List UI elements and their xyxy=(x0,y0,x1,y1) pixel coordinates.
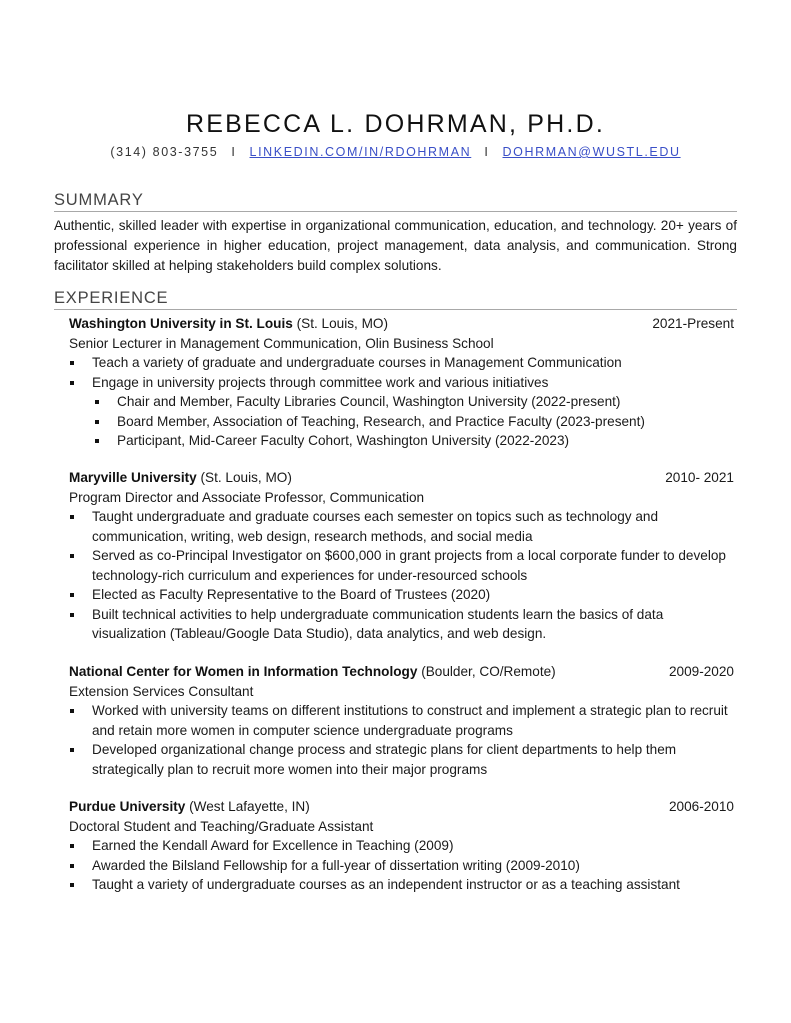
job-bullets xyxy=(69,836,734,895)
job-entry xyxy=(69,468,734,644)
bullet-item: Engage in university projects through committee work and various initiatives xyxy=(69,373,734,393)
bullet-item: Taught undergraduate and graduate courses each semester on topics such as technology and communication, writing, web design, research methods, and social media xyxy=(69,507,734,546)
job-bullets xyxy=(69,353,734,392)
job-dates: 2009-2020 xyxy=(668,664,734,679)
bullet-item: Earned the Kendall Award for Excellence in Teaching (2009) xyxy=(69,836,734,856)
job-bullets xyxy=(69,701,734,779)
bullet-item: Built technical activities to help undergraduate communication students learn the basics of data visualization (Tableau/Google Data Studio), data analytics, and web design. xyxy=(69,605,734,644)
separator: I xyxy=(231,145,237,159)
sub-bullet-item: Chair and Member, Faculty Libraries Council, Washington University (2022-present) xyxy=(69,392,734,412)
bullet-item: Elected as Faculty Representative to the Board of Trustees (2020) xyxy=(69,585,734,605)
job-location: (St. Louis, MO) xyxy=(200,470,292,485)
job-location: (St. Louis, MO) xyxy=(296,316,388,331)
job-sub-bullets xyxy=(69,392,734,451)
job-organization: National Center for Women in Information Technology xyxy=(69,664,418,679)
job-dates: 2010- 2021 xyxy=(665,470,734,485)
job-role: Extension Services Consultant xyxy=(69,683,254,699)
job-organization: Purdue University xyxy=(69,799,186,814)
summary-heading: SUMMARY xyxy=(54,191,737,212)
job-role: Senior Lecturer in Management Communication, Olin Business School xyxy=(69,335,494,351)
sub-bullet-item: Board Member, Association of Teaching, Research, and Practice Faculty (2023-present) xyxy=(69,412,734,432)
job-header xyxy=(69,797,734,817)
job-entry xyxy=(69,797,734,895)
bullet-item: Worked with university teams on different institutions to construct and implement a strategic plan to recruit and retain more women in computer science undergraduate programs xyxy=(69,701,734,740)
bullet-item: Awarded the Bilsland Fellowship for a full-year of dissertation writing (2009-2010) xyxy=(69,856,734,876)
phone-number: (314) 803-3755 xyxy=(110,145,219,159)
job-entry xyxy=(69,662,734,779)
contact-line xyxy=(0,145,791,159)
job-dates: 2021-Present xyxy=(652,316,734,331)
summary-text: Authentic, skilled leader with expertise in organizational communication, education, and technology. 20+ years of professional experience in higher education, project management, data analysis, and communication. Strong facilitator skilled at helping stakeholders build complex solutions. xyxy=(54,218,737,273)
job-role: Doctoral Student and Teaching/Graduate Assistant xyxy=(69,818,374,834)
email-link[interactable]: DOHRMAN@WUSTL.EDU xyxy=(502,145,681,159)
experience-heading: EXPERIENCE xyxy=(54,289,737,310)
job-location: (West Lafayette, IN) xyxy=(189,799,310,814)
bullet-item: Teach a variety of graduate and undergraduate courses in Management Communication xyxy=(69,353,734,373)
job-header xyxy=(69,314,734,334)
job-organization: Washington University in St. Louis xyxy=(69,316,293,331)
bullet-item: Taught a variety of undergraduate courses as an independent instructor or as a teaching assistant xyxy=(69,875,734,895)
separator: I xyxy=(484,145,490,159)
sub-bullet-item: Participant, Mid-Career Faculty Cohort, Washington University (2022-2023) xyxy=(69,431,734,451)
job-header xyxy=(69,662,734,682)
job-entry xyxy=(69,314,734,451)
job-organization: Maryville University xyxy=(69,470,197,485)
job-role: Program Director and Associate Professor, Communication xyxy=(69,489,425,505)
job-bullets xyxy=(69,507,734,644)
candidate-name: REBECCA L. DOHRMAN, PH.D. xyxy=(186,110,605,138)
job-header xyxy=(69,468,734,488)
bullet-item: Developed organizational change process and strategic plans for client departments to help them strategically plan to recruit more women into their major programs xyxy=(69,740,734,779)
job-dates: 2006-2010 xyxy=(668,799,734,814)
bullet-item: Served as co-Principal Investigator on $600,000 in grant projects from a local corporate funder to develop technology-rich curriculum and experiences for under-resourced schools xyxy=(69,546,734,585)
job-location: (Boulder, CO/Remote) xyxy=(421,664,556,679)
linkedin-link[interactable]: LINKEDIN.COM/IN/RDOHRMAN xyxy=(249,145,472,159)
